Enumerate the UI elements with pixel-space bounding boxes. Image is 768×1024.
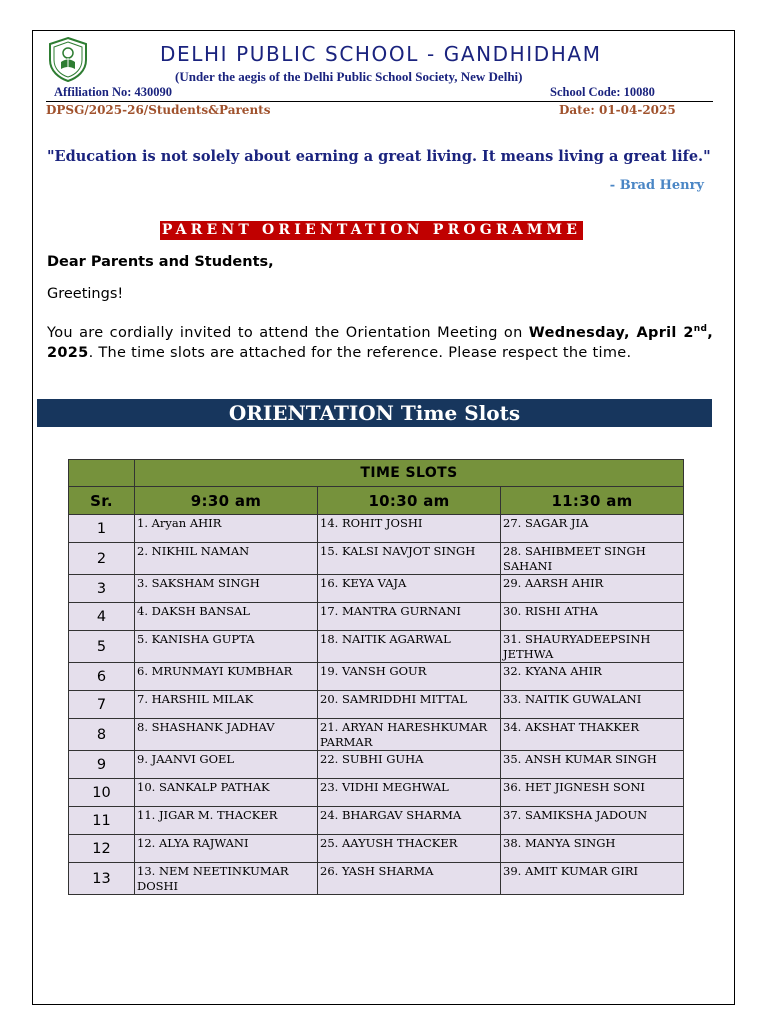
aegis-line: (Under the aegis of the Delhi Public School Society, New Delhi) (175, 69, 523, 84)
student-name: 21. ARYAN HARESHKUMAR PARMAR (318, 719, 501, 751)
student-name: 12. ALYA RAJWANI (135, 835, 318, 863)
table-row (69, 719, 684, 751)
date-suffix: nd (693, 324, 708, 334)
student-name: 39. AMIT KUMAR GIRI (501, 863, 684, 895)
quote-author: - Brad Henry (609, 178, 704, 193)
student-name: 16. KEYA VAJA (318, 575, 501, 603)
student-name: 20. SAMRIDDHI MITTAL (318, 691, 501, 719)
meeting-day: Wednesday, April 2 (528, 324, 694, 341)
reference-number: DPSG/2025-26/Students&Parents (46, 103, 271, 117)
serial-number: 7 (69, 691, 135, 719)
table-body (69, 515, 684, 895)
body-text-start: You are cordially invited to attend the Orientation Meeting on (47, 324, 529, 341)
table-row (69, 543, 684, 575)
table-row (69, 835, 684, 863)
student-name: 7. HARSHIL MILAK (135, 691, 318, 719)
student-name: 35. ANSH KUMAR SINGH (501, 751, 684, 779)
table-row (69, 631, 684, 663)
serial-number: 1 (69, 515, 135, 543)
column-header: 10:30 am (318, 487, 501, 515)
table-row (69, 751, 684, 779)
serial-number: 12 (69, 835, 135, 863)
letter-date: Date: 01-04-2025 (559, 103, 676, 117)
body-text-end: . The time slots are attached for the reference. Please respect the time. (88, 344, 632, 361)
student-name: 18. NAITIK AGARWAL (318, 631, 501, 663)
student-name: 32. KYANA AHIR (501, 663, 684, 691)
student-name: 38. MANYA SINGH (501, 835, 684, 863)
table-row (69, 807, 684, 835)
student-name: 28. SAHIBMEET SINGH SAHANI (501, 543, 684, 575)
header-divider (46, 101, 713, 102)
student-name: 2. NIKHIL NAMAN (135, 543, 318, 575)
student-name: 33. NAITIK GUWALANI (501, 691, 684, 719)
table-row (69, 603, 684, 631)
school-name: DELHI PUBLIC SCHOOL - GANDHIDHAM (160, 42, 602, 66)
student-name: 3. SAKSHAM SINGH (135, 575, 318, 603)
student-name: 15. KALSI NAVJOT SINGH (318, 543, 501, 575)
sr-header-spacer (69, 460, 135, 487)
student-name: 29. AARSH AHIR (501, 575, 684, 603)
time-slots-header: TIME SLOTS (135, 460, 684, 487)
serial-number: 5 (69, 631, 135, 663)
table-row (69, 779, 684, 807)
column-header: 9:30 am (135, 487, 318, 515)
salutation: Dear Parents and Students, (47, 254, 274, 270)
student-name: 5. KANISHA GUPTA (135, 631, 318, 663)
student-name: 22. SUBHI GUHA (318, 751, 501, 779)
serial-number: 4 (69, 603, 135, 631)
student-name: 26. YASH SHARMA (318, 863, 501, 895)
student-name: 30. RISHI ATHA (501, 603, 684, 631)
student-name: 6. MRUNMAYI KUMBHAR (135, 663, 318, 691)
sr-header: Sr. (69, 487, 135, 515)
student-name: 10. SANKALP PATHAK (135, 779, 318, 807)
serial-number: 10 (69, 779, 135, 807)
serial-number: 9 (69, 751, 135, 779)
student-name: 36. HET JIGNESH SONI (501, 779, 684, 807)
student-name: 1. Aryan AHIR (135, 515, 318, 543)
student-name: 13. NEM NEETINKUMAR DOSHI (135, 863, 318, 895)
table-row (69, 663, 684, 691)
table-row (69, 691, 684, 719)
slots-banner: ORIENTATION Time Slots (37, 399, 712, 427)
student-name: 37. SAMIKSHA JADOUN (501, 807, 684, 835)
serial-number: 2 (69, 543, 135, 575)
student-name: 24. BHARGAV SHARMA (318, 807, 501, 835)
quote-text: "Education is not solely about earning a great living. It means living a great life." (47, 148, 711, 165)
student-name: 34. AKSHAT THAKKER (501, 719, 684, 751)
student-name: 19. VANSH GOUR (318, 663, 501, 691)
student-name: 17. MANTRA GURNANI (318, 603, 501, 631)
serial-number: 13 (69, 863, 135, 895)
column-header: 11:30 am (501, 487, 684, 515)
serial-number: 8 (69, 719, 135, 751)
serial-number: 3 (69, 575, 135, 603)
programme-title: PARENT ORIENTATION PROGRAMME (161, 222, 582, 238)
student-name: 25. AAYUSH THACKER (318, 835, 501, 863)
table-row (69, 863, 684, 895)
time-slots-table (68, 459, 684, 895)
affiliation-number: Affiliation No: 430090 (54, 85, 173, 99)
meeting-year: , 2025 (47, 324, 713, 361)
student-name: 31. SHAURYADEEPSINH JETHWA (501, 631, 684, 663)
school-crest-icon (47, 36, 89, 82)
serial-number: 6 (69, 663, 135, 691)
serial-number: 11 (69, 807, 135, 835)
table-row (69, 575, 684, 603)
student-name: 4. DAKSH BANSAL (135, 603, 318, 631)
table-row (69, 515, 684, 543)
greeting: Greetings! (47, 286, 124, 302)
student-name: 11. JIGAR M. THACKER (135, 807, 318, 835)
student-name: 8. SHASHANK JADHAV (135, 719, 318, 751)
student-name: 23. VIDHI MEGHWAL (318, 779, 501, 807)
student-name: 14. ROHIT JOSHI (318, 515, 501, 543)
student-name: 9. JAANVI GOEL (135, 751, 318, 779)
student-name: 27. SAGAR JIA (501, 515, 684, 543)
invitation-paragraph (47, 319, 713, 363)
school-code: School Code: 10080 (550, 85, 655, 99)
